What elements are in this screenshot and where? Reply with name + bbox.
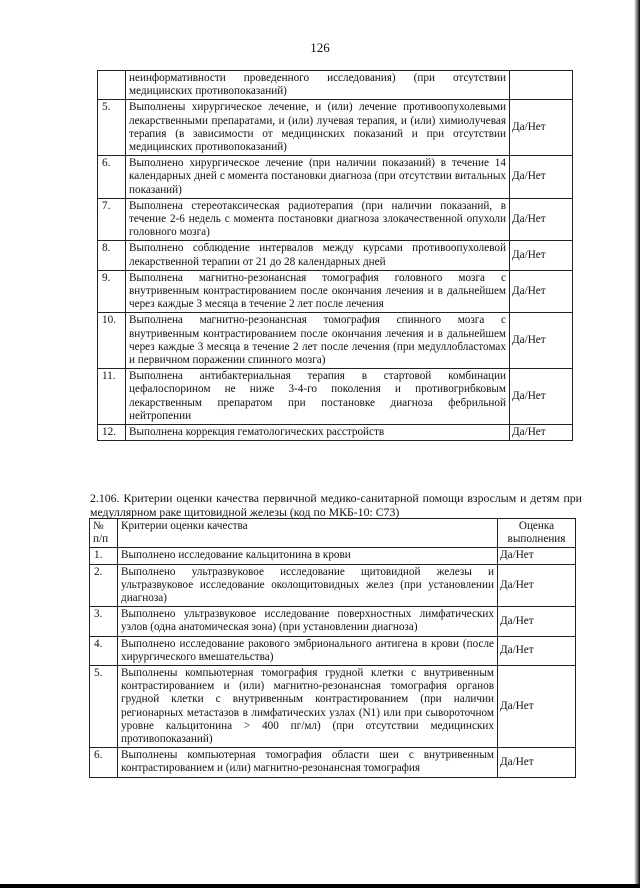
table-row [90,636,576,665]
evaluation-result: Да/Нет [510,270,573,313]
table-row [98,71,573,100]
scan-bottom-edge [0,884,640,888]
criterion-text: Выполнено ультразвуковое исследование поверхностных лимфатических узлов (одна анатомическая зона) (при установлении диагноза) [118,607,498,636]
evaluation-result [510,71,573,100]
row-number: 8. [98,241,126,270]
page-number: 126 [310,40,330,55]
row-number: 3. [90,607,118,636]
criterion-text: Выполнена магнитно-резонансная томография спинного мозга с внутривенным контрастированием после окончания лечения и в дальнейшем через каждые 3 месяца в течение 2 лет после лечения (при медуллобластомах и первичном поражении спинного мозга) [126,313,510,369]
row-number: 2. [90,564,118,607]
criterion-text: Выполнено исследование кальцитонина в крови [118,548,498,564]
row-number: 6. [98,156,126,199]
criterion-text: Выполнены компьютерная томография области шеи с внутривенным контрастированием и (или) магнитно-резонансная томография [118,748,498,777]
evaluation-result: Да/Нет [510,156,573,199]
evaluation-result: Да/Нет [510,369,573,425]
evaluation-result: Да/Нет [498,636,576,665]
row-number: 5. [90,666,118,748]
table-row [98,100,573,156]
column-header-result: Оценка выполнения [498,519,576,548]
criterion-text: Выполнено соблюдение интервалов между курсами противоопухолевой лекарственной терапии от 21 до 28 календарных дней [126,241,510,270]
table-row [90,666,576,748]
table-row [98,241,573,270]
row-number: 12. [98,425,126,441]
row-number: 4. [90,636,118,665]
column-header-number: № п/п [90,519,118,548]
table-row [90,548,576,564]
criterion-text: Выполнены хирургическое лечение, и (или) лечение противоопухолевыми лекарственными препаратами, и (или) лучевая терапия, и (или) химиолучевая терапия (в зависимости от медицинских показаний и при отсутствии медицинских противопоказаний) [126,100,510,156]
table-row [90,607,576,636]
evaluation-result: Да/Нет [498,548,576,564]
evaluation-result: Да/Нет [498,564,576,607]
criterion-text: Выполнена антибактериальная терапия в стартовой комбинации цефалоспорином не ниже 3-4-го поколения и противогрибковым лекарственным препаратом при постановке диагноза фебрильной нейтропении [126,369,510,425]
evaluation-result: Да/Нет [510,241,573,270]
row-number: 11. [98,369,126,425]
scan-edge-shadow [634,0,640,888]
row-number [98,71,126,100]
criterion-text: Выполнена магнитно-резонансная томография головного мозга с внутривенным контрастированием после окончания лечения и в дальнейшем через каждые 3 месяца в течение 2 лет после лечения [126,270,510,313]
evaluation-result: Да/Нет [498,748,576,777]
evaluation-result: Да/Нет [498,666,576,748]
table-row [90,564,576,607]
row-number: 5. [98,100,126,156]
criterion-text: Выполнена коррекция гематологических расстройств [126,425,510,441]
criteria-table-continued [97,70,573,441]
criterion-text: Выполнено хирургическое лечение (при наличии показаний) в течение 14 календарных дней с момента постановки диагноза (при отсутствии витальных показаний) [126,156,510,199]
row-number: 9. [98,270,126,313]
table-row [98,313,573,369]
criterion-text: Выполнено ультразвуковое исследование щитовидной железы и ультразвуковое исследование околощитовидных желез (при установлении диагноза) [118,564,498,607]
table-row [98,425,573,441]
criterion-text: Выполнено исследование ракового эмбрионального антигена в крови (после хирургического вмешательства) [118,636,498,665]
table-row [98,156,573,199]
table-row [98,198,573,241]
table-row [98,270,573,313]
row-number: 10. [98,313,126,369]
criterion-text: Выполнены компьютерная томография грудной клетки с внутривенным контрастированием и (или) магнитно-резонансная томография органов грудной клетки с внутривенным контрастированием (при наличии регионарных метастазов в лимфатических узлах (N1) или при сывороточном уровне кальцитонина > 400 пг/мл) (при отсутствии медицинских противопоказаний) [118,666,498,748]
evaluation-result: Да/Нет [510,100,573,156]
row-number: 1. [90,548,118,564]
criterion-text: Выполнена стереотаксическая радиотерапия (при наличии показаний, в течение 2-6 недель с момента постановки диагноза злокачественной опухоли головного мозга) [126,198,510,241]
evaluation-result: Да/Нет [510,313,573,369]
column-header-criteria: Критерии оценки качества [118,519,498,548]
evaluation-result: Да/Нет [510,198,573,241]
criteria-table-medullary-thyroid-cancer [89,518,576,778]
evaluation-result: Да/Нет [510,425,573,441]
table-row [98,369,573,425]
row-number: 6. [90,748,118,777]
row-number: 7. [98,198,126,241]
table-header-row [90,519,576,548]
evaluation-result: Да/Нет [498,607,576,636]
table-row [90,748,576,777]
section-heading: 2.106. Критерии оценки качества первичной медико-санитарной помощи взрослым и детям при медуллярном раке щитовидной железы (код по МКБ-10: С73) [90,491,582,519]
criterion-text: неинформативности проведенного исследования) (при отсутствии медицинских противопоказаний) [126,71,510,100]
